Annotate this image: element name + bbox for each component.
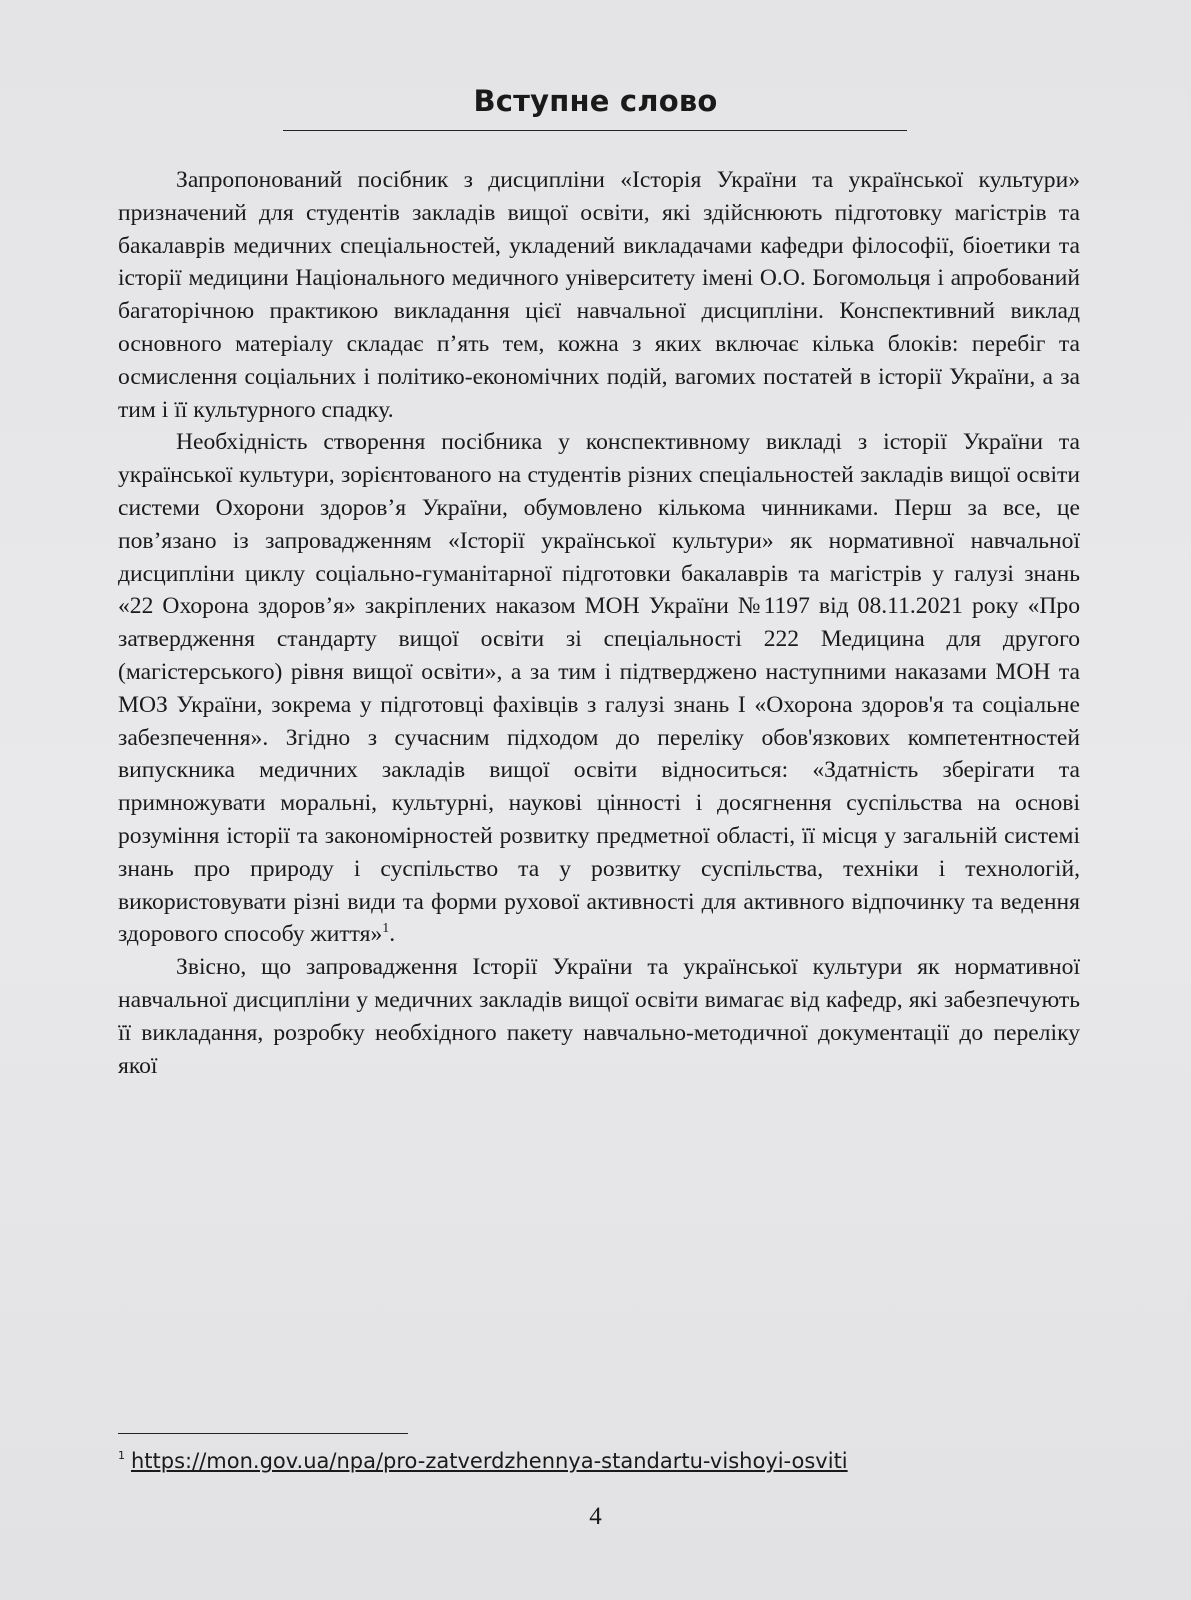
body-text <box>118 164 1080 1082</box>
paragraph-2-end: . <box>389 921 396 948</box>
footnote-reference[interactable]: 1 <box>382 921 390 937</box>
paragraph-2-text: Необхідність створення посібника у конспективному викладі з історії України та української культури, зорієнтованого на студентів різних спеціальностей закладів вищої освіти системи Охорони здоров’я України, обумовлено кількома чинниками. Перш за все, це пов’язано із запровадженням «Історії української культури» як нормативної навчальної дисципліни циклу соціально-гуманітарної підготовки бакалаврів та магістрів у галузі знань «22 Охорона здоров’я» закріплених наказом МОН України №1197 від 08.11.2021 року «Про затвердження стандарту вищої освіти зі спеціальності 222 Медицина для другого (магістерського) рівня вищої освіти», а за тим і підтверджено наступними наказами МОН та МОЗ України, зокрема у підготовці фахівців з галузі знань І «Охорона здоров'я та соціальне забезпечення». Згідно з сучасним підходом до переліку обов'язкових компетентностей випускника медичних закладів вищої освіти відноситься: «Здатність зберігати та примножувати моральні, культурні, наукові цінності і досягнення суспільства на основі розуміння історії та закономірностей розвитку предметної області, її місця у загальній системі знань про природу і суспільство та у розвитку суспільства, техніки і технологій, використовувати різні види та форми рухової активності для активного відпочинку та ведення здорового способу життя» <box>118 429 1080 948</box>
paragraph-2 <box>118 426 1080 951</box>
paragraph-3: Звісно, що запровадження Історії України та української культури як нормативної навчальної дисципліни у медичних закладів вищої освіти вимагає від кафедр, які забезпечують її викладання, розробку необхідного пакету навчально-методичної документації до переліку якої <box>118 954 1080 1079</box>
page-number: 4 <box>589 1503 602 1530</box>
footnote-link[interactable]: https://mon.gov.ua/npa/pro-zatverdzhennya-standartu-vishoyi-osviti <box>131 1449 848 1473</box>
page-title: Вступне слово <box>473 84 718 118</box>
footnote <box>118 1449 848 1473</box>
title-underline <box>283 130 907 131</box>
paragraph-1: Запропонований посібник з дисципліни «Історія України та української культури» призначений для студентів закладів вищої освіти, які здійснюють підготовку магістрів та бакалаврів медичних спеціальностей, укладений викладачами кафедри філософії, біоетики та історії медицини Національного медичного університету імені О.О. Богомольця і апробований багаторічною практикою викладання цієї навчальної дисципліни. Конспективний виклад основного матеріалу складає п’ять тем, кожна з яких включає кілька блоків: перебіг та осмислення соціальних і політико-економічних подій, вагомих постатей в історії України, а за тим і її культурного спадку. <box>118 167 1080 423</box>
footnote-mark: 1 <box>118 1449 125 1462</box>
footnote-separator <box>118 1433 408 1434</box>
